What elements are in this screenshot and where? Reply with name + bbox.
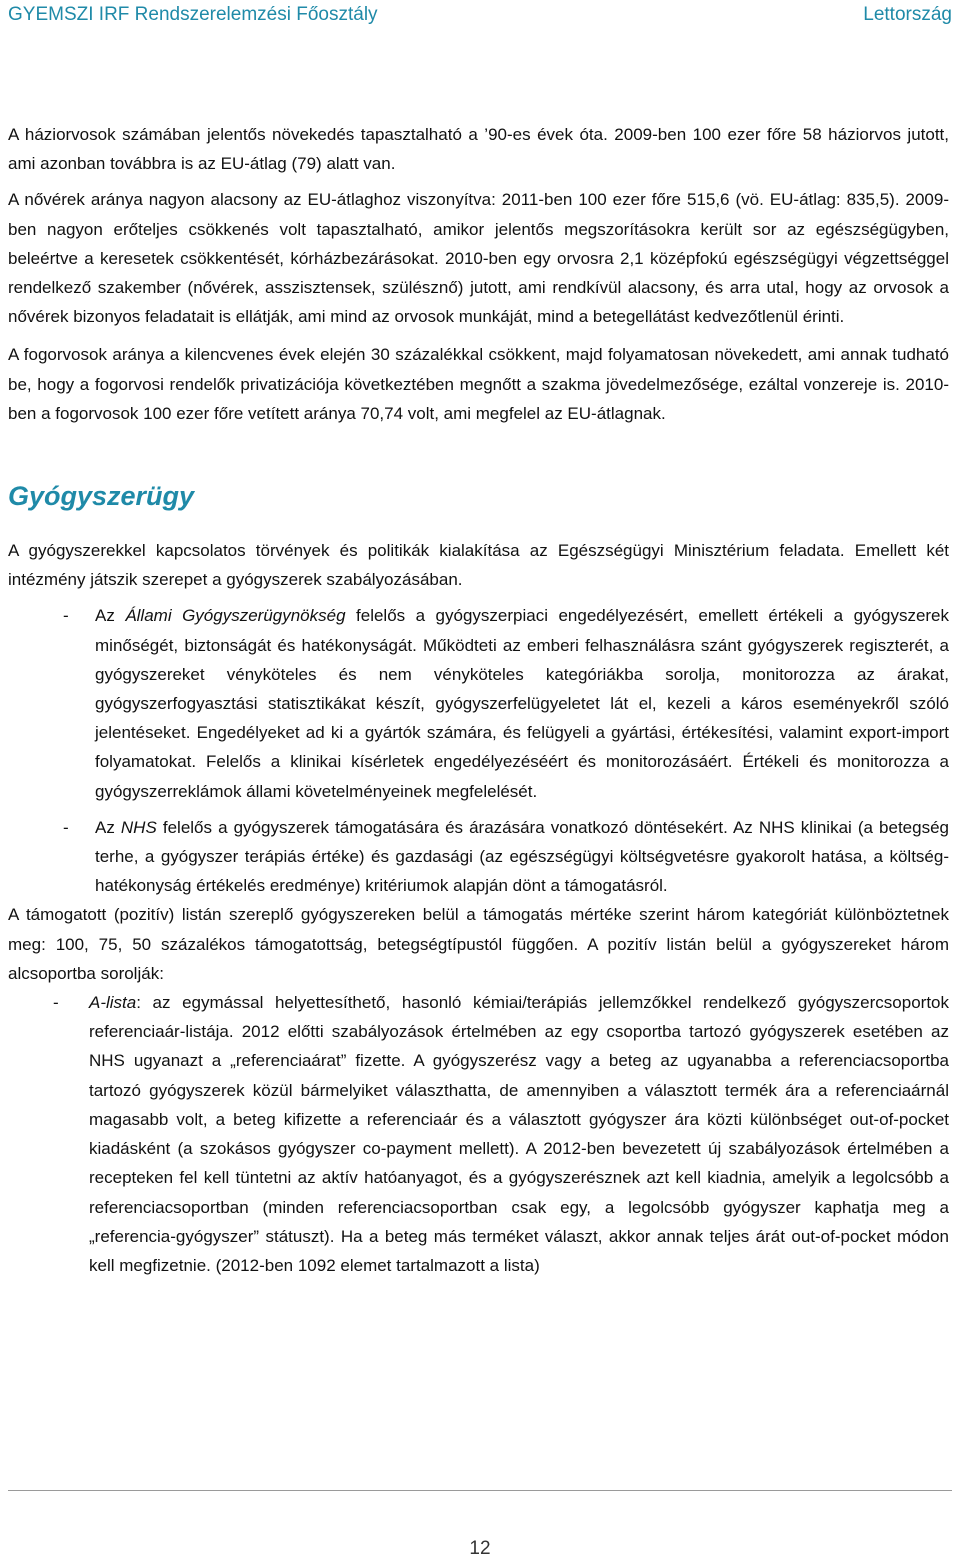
dash-bullet: - bbox=[53, 993, 59, 1013]
section-intro: A gyógyszerekkel kapcsolatos törvények és politikák kialakítása az Egészségügyi Minisztérium feladata. Emellett két intézmény játszik szerepet a gyógyszerek szabályozásában. bbox=[8, 541, 949, 590]
item-text: felelős a gyógyszerek támogatására és árazására vonatkozó döntésekért. Az NHS klinikai (a betegség terhe, a gyógyszer terápiás értéke) és gazdasági (az egészségügyi költségvetésre gyakorolt hatása, a költség-hatékonyság értékelés eredménye) kritériumok alapján dönt a támogatásról. bbox=[95, 817, 949, 896]
page-header bbox=[8, 0, 952, 30]
item-text: felelős a gyógyszerpiaci engedélyezésért, emellett értékeli a gyógyszerek minőségét, biztonságát és hatékonyságát. Működteti az emberi felhasználásra szánt gyógyszerek regiszterét, a gyógyszereket vényköteles és nem vényköteles kategóriákba sorolja, monitorozza az árakat, gyógyszerfogyasztási statisztikákat készít, gyógyszerfelügyeletet lát el, kezeli a káros eseményekről szóló jelentéseket. Engedélyeket ad ki a gyártók számára, és felügyeli a gyártási, értékesítési, valamint export-import folyamatokat. Felelős a klinikai kísérletek engedélyezéséért és monitorozásáért. Értékeli és monitorozza a gyógyszerreklámok állami követelményeinek megfelelését. bbox=[95, 606, 950, 801]
page-number: 12 bbox=[469, 1538, 491, 1559]
item-prefix: Az bbox=[95, 817, 121, 837]
item-term: NHS bbox=[120, 817, 157, 837]
list-item bbox=[8, 813, 949, 901]
document-body bbox=[8, 120, 949, 1280]
paragraph-positive-list: A támogatott (pozitív) listán szereplő gyógyszereken belül a támogatás mértéke szerint három kategóriát különböztetnek meg: 100, 75, 50 százalékos támogatottság, betegségtípustól függően. A pozitív listán belül a gyógyszereket három alcsoportba sorolják: bbox=[8, 905, 949, 983]
list-item bbox=[8, 988, 949, 1280]
footer-divider bbox=[8, 1490, 952, 1491]
item-term: A-lista bbox=[89, 993, 137, 1013]
dash-bullet: - bbox=[63, 606, 69, 626]
item-text: : az egymással helyettesíthető, hasonló kémiai/terápiás jellemzőkkel rendelkező gyógyszercsoportok referenciaár-listája. 2012 előtti szabályozások értelmében az egy csoportba tartozó gyógyszerek esetében az NHS ugyanazt a „referenciaárat” fizette. A gyógyszerész vagy a beteg az ugyanabba a referenciacsoportba tartozó gyógyszerek közül bármelyiket választhatta, de amennyiben a választott termék ára a referenciaárnál magasabb volt, a beteg kifizette a referenciaár és a választott gyógyszer ára közti különbséget out-of-pocket kiadásként (a szokásos gyógyszer co-payment mellett). A 2012-ben bevezetett új szabályozások értelmében a recepteken fel kell tüntetni az aktív hatóanyagot, és a gyógyszerésznek azt kell kiadnia, amelyik a legolcsóbb a referenciacsoportban (minden referenciacsoportban csak egy, a legolcsóbb gyógyszer kaphatja meg a „referencia-gyógyszer” státuszt). Ha a beteg más terméket választ, akkor annak teljes árát out-of-pocket módon kell megfizetnie. (2012-ben 1092 elemet tartalmazott a lista) bbox=[89, 993, 949, 1275]
institution-list bbox=[8, 601, 949, 900]
header-country: Lettország bbox=[863, 4, 952, 25]
header-organization: GYEMSZI IRF Rendszerelemzési Főosztály bbox=[8, 4, 378, 25]
list-item bbox=[8, 601, 949, 805]
item-prefix: Az bbox=[95, 606, 126, 626]
paragraph-nurses: A nővérek aránya nagyon alacsony az EU-átlaghoz viszonyítva: 2011-ben 100 ezer főre 515,6 (vö. EU-átlag: 835,5). 2009-ben nagyon erőteljes csökkenés volt tapasztalható, amikor jelentős megszorításokra került sor az egészségügyben, beleértve a keresetek csökkentését, kórházbezárásokat. 2010-ben egy orvosra 2,1 középfokú egészségügyi végzettséggel rendelkező szakember (nővérek, asszisztensek, szülésznő) jutott, ami rendkívül alacsony, és arra utal, hogy az orvosok a nővérek bizonyos feladatait is ellátják, ami mind az orvosok munkáját, mind a betegellátást kedvezőtlenül érinti. bbox=[8, 190, 949, 327]
paragraph-dentists: A fogorvosok aránya a kilencvenes évek elején 30 százalékkal csökkent, majd folyamatosan növekedett, ami annak tudható be, hogy a fogorvosi rendelők privatizációja következtében megnőtt a szakma jövedelmezősége, ezáltal vonzereje is. 2010-ben a fogorvosok 100 ezer főre vetített aránya 70,74 volt, ami megfelel az EU-átlagnak. bbox=[8, 345, 949, 423]
subgroup-list bbox=[8, 988, 949, 1280]
section-heading: Gyógyszerügy bbox=[8, 481, 195, 512]
dash-bullet: - bbox=[63, 817, 69, 837]
item-term: Állami Gyógyszerügynökség bbox=[125, 606, 346, 626]
paragraph-gp: A háziorvosok számában jelentős növekedés tapasztalható a ’90-es évek óta. 2009-ben 100 ezer főre 58 háziorvos jutott, ami azonban továbbra is az EU-átlag (79) alatt van. bbox=[8, 125, 949, 174]
